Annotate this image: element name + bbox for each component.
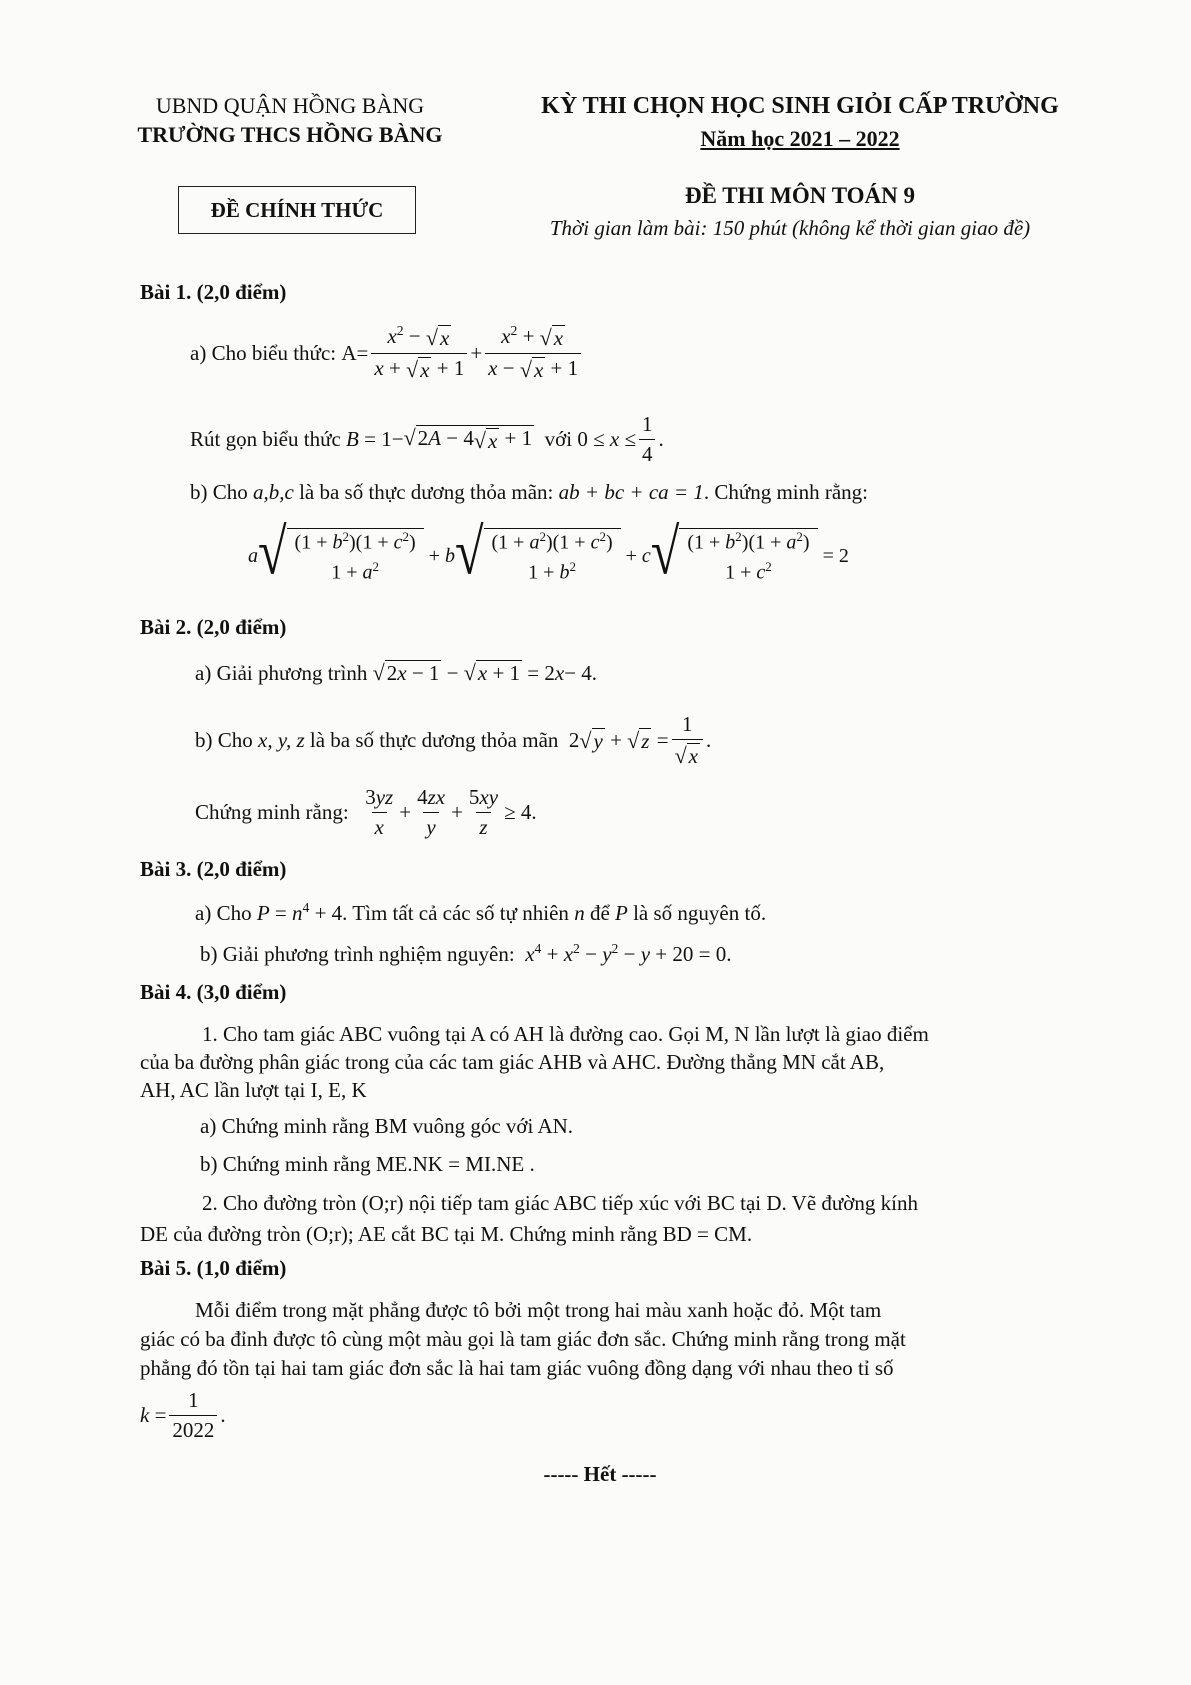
exam-title: KỲ THI CHỌN HỌC SINH GIỎI CẤP TRƯỜNG — [541, 93, 1059, 119]
end-marker: ----- Hết ----- — [543, 1462, 657, 1486]
bai2-inequality: $\frac{3yz}{x}$ + $\frac{4zx}{y}$ + $\frac{5xy}{z}$ ≥ 4. — [365, 785, 537, 839]
bai1-b-identity: a √ $(1 + b^2)(1 + c^2)$ $1 + a^2$ + b √ $(1 + a^2)(1 + c^2)$ $1 + b^2$ + c √ $(1 + b^2)(1 + a^2)$ $1 + c^2$ = 2 — [248, 517, 849, 589]
bai4-p2-line2: DE của đường tròn (O;r); AE cắt BC tại M. Chứng minh rằng BD = CM. — [140, 1222, 753, 1246]
bai5-line3: phẳng đó tồn tại hai tam giác đơn sắc là hai tam giác vuông đồng dạng với nhau theo tỉ số — [140, 1356, 894, 1380]
bai1-b-text: là ba số thực dương thỏa mãn: — [299, 480, 554, 504]
bai4-title: Bài 4. (3,0 điểm) — [140, 980, 287, 1004]
bai2-b-label: b) Cho — [195, 728, 253, 753]
bai3-a-text: . Tìm tất cả các số tự nhiên — [342, 901, 569, 925]
bai3-b-label: b) Giải phương trình nghiệm nguyên: — [200, 942, 515, 966]
bai4-b: b) Chứng minh rằng ME.NK = MI.NE . — [200, 1152, 535, 1176]
bai3-a — [195, 900, 766, 926]
rutgon-label: Rút gọn biểu thức — [190, 427, 341, 451]
bai4-a: a) Chứng minh rằng BM vuông góc với AN. — [200, 1114, 574, 1138]
bai1-b-prove: . Chứng minh rằng: — [703, 480, 869, 504]
bai5-title: Bài 5. (1,0 điểm) — [140, 1256, 287, 1280]
bai1-a-rutgon — [190, 412, 664, 467]
bai3-a-de: để — [589, 901, 610, 925]
bai3-a-n: n — [574, 901, 585, 925]
bai2-b-vars: x, y, z — [258, 728, 305, 753]
bai1-a-expression: A= $x^2$ − √ x x + √ x + 1 + $x^2$ + √ x x − √ x + 1 — [341, 323, 584, 383]
bai2-a-label: a) Giải phương trình — [195, 660, 368, 685]
school-year — [515, 126, 1085, 152]
school-name: TRƯỜNG THCS HỒNG BÀNG — [137, 122, 443, 147]
bai3-a-p: P — [615, 901, 628, 925]
bai3-b-equation: $x^4 + x^2 - y^2 - y + 20 = 0$. — [525, 941, 732, 966]
bai1-b-cond: ab + bc + ca = 1 — [558, 480, 704, 504]
bai3-b — [200, 941, 731, 967]
bai3-a-end: là số nguyên tố. — [633, 901, 767, 925]
voi-label: với — [544, 427, 573, 451]
b-expression: B = 1− √ 2A − 4 √ x + 1 — [346, 425, 533, 453]
bai1-b — [190, 480, 868, 505]
bai1-a-label: a) Cho biểu thức: — [190, 340, 337, 365]
school-year-text: Năm học 2021 – 2022 — [700, 126, 900, 151]
bai5-line1: Mỗi điểm trong mặt phẳng được tô bởi một trong hai màu xanh hoặc đỏ. Một tam — [195, 1298, 882, 1322]
bai4-p1-line3: AH, AC lần lượt tại I, E, K — [140, 1078, 367, 1102]
bai1-title: Bài 1. (2,0 điểm) — [140, 280, 287, 304]
time-limit: Thời gian làm bài: 150 phút (không kể thời gian giao đề) — [549, 216, 1031, 240]
official-box: ĐỀ CHÍNH THỨC — [178, 186, 416, 234]
bai2-prove-label: Chứng minh rằng: — [195, 800, 349, 824]
bai2-prove — [195, 785, 537, 840]
bai3-a-label: a) Cho — [195, 901, 252, 925]
bai4-p1-line2: của ba đường phân giác trong của các tam giác AHB và AHC. Đường thẳng MN cắt AB, — [140, 1050, 885, 1074]
ratio-numerator: 1 — [188, 1388, 199, 1412]
bai2-a-equation: √ 2x − 1 − √ x + 1 = 2 x − 4. — [372, 660, 598, 685]
bai2-title: Bài 2. (2,0 điểm) — [140, 615, 287, 639]
bai1-b-label: b) Cho — [190, 480, 248, 504]
bai1-a — [190, 323, 584, 383]
bai5-ratio: k = $\frac{1}{2022}$ . — [140, 1388, 226, 1442]
subject-title: ĐỀ THI MÔN TOÁN 9 — [684, 183, 916, 208]
bai4-p1-line1: 1. Cho tam giác ABC vuông tại A có AH là đường cao. Gọi M, N lần lượt là giao điểm — [202, 1022, 929, 1046]
bai4-p2-line1: 2. Cho đường tròn (O;r) nội tiếp tam giác ABC tiếp xúc với BC tại D. Vẽ đường kính — [202, 1191, 918, 1215]
bai2-a — [195, 660, 597, 686]
bai2-b-condition: 2 √ y + √ z = 1 √ x . — [568, 712, 712, 769]
bai2-b-text: là ba số thực dương thỏa mãn — [309, 728, 559, 753]
ratio-denominator: 2022 — [169, 1415, 217, 1443]
school-authority: UBND QUẬN HỒNG BÀNG — [155, 93, 425, 118]
bai1-b-vars: a,b,c — [253, 480, 294, 504]
bai5-line2: giác có ba đỉnh được tô cùng một màu gọi là tam giác đơn sắc. Chứng minh rằng trong mặt — [140, 1327, 906, 1351]
bai3-title: Bài 3. (2,0 điểm) — [140, 857, 287, 881]
bai2-b — [195, 712, 711, 769]
domain-condition: 0 ≤ x ≤ $\frac{1}{4}$ . — [577, 412, 664, 466]
bai3-a-formula: $P = n^4 + 4$ — [256, 900, 343, 925]
